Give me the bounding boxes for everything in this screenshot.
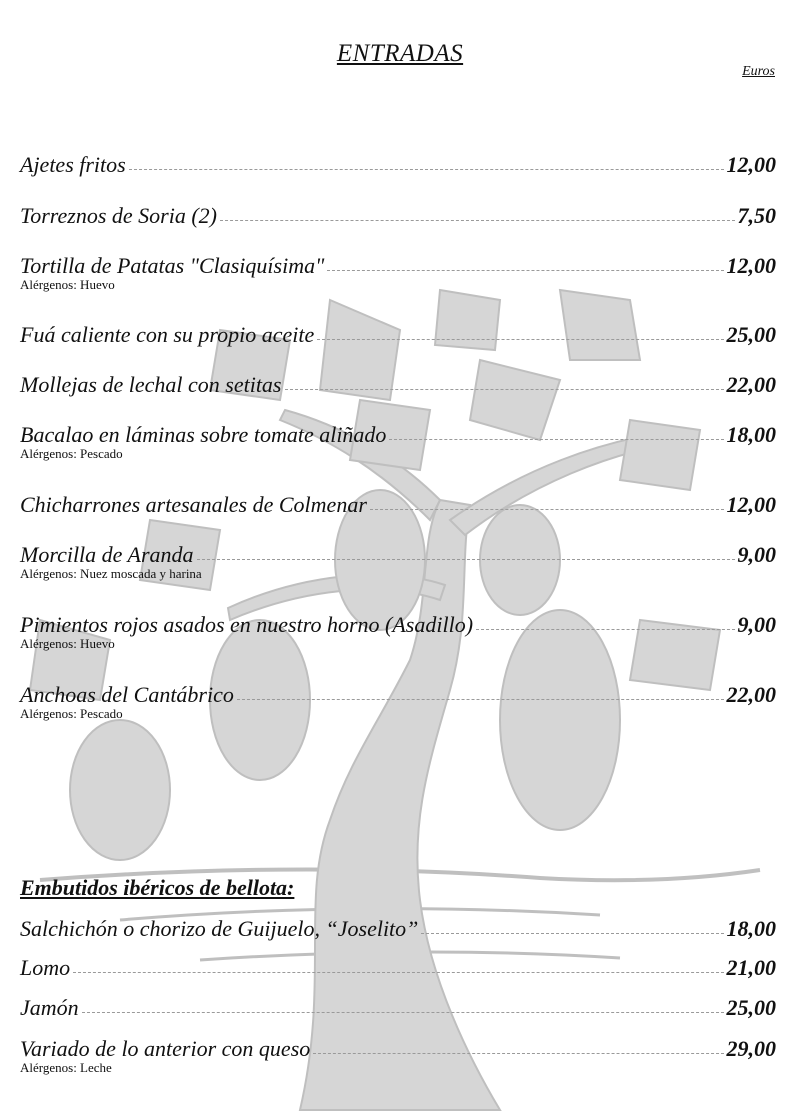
menu-item <box>20 322 776 348</box>
item-allergens: Alérgenos: Huevo <box>20 277 115 292</box>
item-name: Morcilla de Aranda <box>20 542 194 567</box>
currency-label: Euros <box>742 64 775 79</box>
item-name: Tortilla de Patatas "Clasiquísima" <box>20 253 325 278</box>
menu-item <box>20 492 776 518</box>
menu-item <box>20 542 776 582</box>
menu-item <box>20 995 776 1021</box>
item-name: Mollejas de lechal con setitas <box>20 372 282 397</box>
leader-dots <box>476 629 734 630</box>
item-price: 29,00 <box>726 1036 776 1061</box>
item-price: 9,00 <box>737 612 776 637</box>
leader-dots <box>389 439 723 440</box>
item-name: Variado de lo anterior con queso <box>20 1036 311 1061</box>
item-price: 18,00 <box>726 422 776 447</box>
item-price: 12,00 <box>726 492 776 517</box>
item-allergens: Alérgenos: Huevo <box>20 636 115 651</box>
menu-item <box>20 955 776 981</box>
item-name: Pimientos rojos asados en nuestro horno (Asadillo) <box>20 612 474 637</box>
leader-dots <box>285 389 724 390</box>
item-allergens: Alérgenos: Pescado <box>20 446 123 461</box>
item-price: 25,00 <box>726 322 776 347</box>
leader-dots <box>327 270 723 271</box>
item-name: Ajetes fritos <box>20 152 126 177</box>
leader-dots <box>421 933 723 934</box>
menu-item <box>20 372 776 398</box>
leader-dots <box>197 559 735 560</box>
item-price: 7,50 <box>737 203 776 228</box>
item-price: 12,00 <box>726 152 776 177</box>
leader-dots <box>82 1012 724 1013</box>
menu-item <box>20 682 776 722</box>
leader-dots <box>73 972 723 973</box>
item-name: Lomo <box>20 955 71 980</box>
item-allergens: Alérgenos: Pescado <box>20 706 123 721</box>
leader-dots <box>220 220 734 221</box>
item-name: Chicharrones artesanales de Colmenar <box>20 492 367 517</box>
menu-item <box>20 612 776 652</box>
menu-item <box>20 1036 776 1076</box>
section-heading-embutidos: Embutidos ibéricos de bellota: <box>20 875 295 900</box>
menu-item <box>20 203 776 229</box>
leader-dots <box>317 339 723 340</box>
item-name: Salchichón o chorizo de Guijuelo, “Joselito” <box>20 916 419 941</box>
item-allergens: Alérgenos: Leche <box>20 1060 112 1075</box>
item-price: 22,00 <box>726 372 776 397</box>
menu-item <box>20 422 776 462</box>
item-price: 12,00 <box>726 253 776 278</box>
item-name: Fuá caliente con su propio aceite <box>20 322 315 347</box>
leader-dots <box>313 1053 723 1054</box>
item-name: Bacalao en láminas sobre tomate aliñado <box>20 422 387 447</box>
menu-item <box>20 253 776 293</box>
menu-item <box>20 916 776 942</box>
leader-dots <box>237 699 724 700</box>
item-name: Torreznos de Soria (2) <box>20 203 218 228</box>
item-name: Anchoas del Cantábrico <box>20 682 234 707</box>
page-title: ENTRADAS <box>336 40 464 67</box>
item-price: 18,00 <box>726 916 776 941</box>
menu-item <box>20 152 776 178</box>
leader-dots <box>129 169 724 170</box>
item-price: 25,00 <box>726 995 776 1020</box>
item-price: 22,00 <box>726 682 776 707</box>
item-allergens: Alérgenos: Nuez moscada y harina <box>20 566 202 581</box>
item-price: 21,00 <box>726 955 776 980</box>
leader-dots <box>370 509 724 510</box>
item-price: 9,00 <box>737 542 776 567</box>
item-name: Jamón <box>20 995 79 1020</box>
